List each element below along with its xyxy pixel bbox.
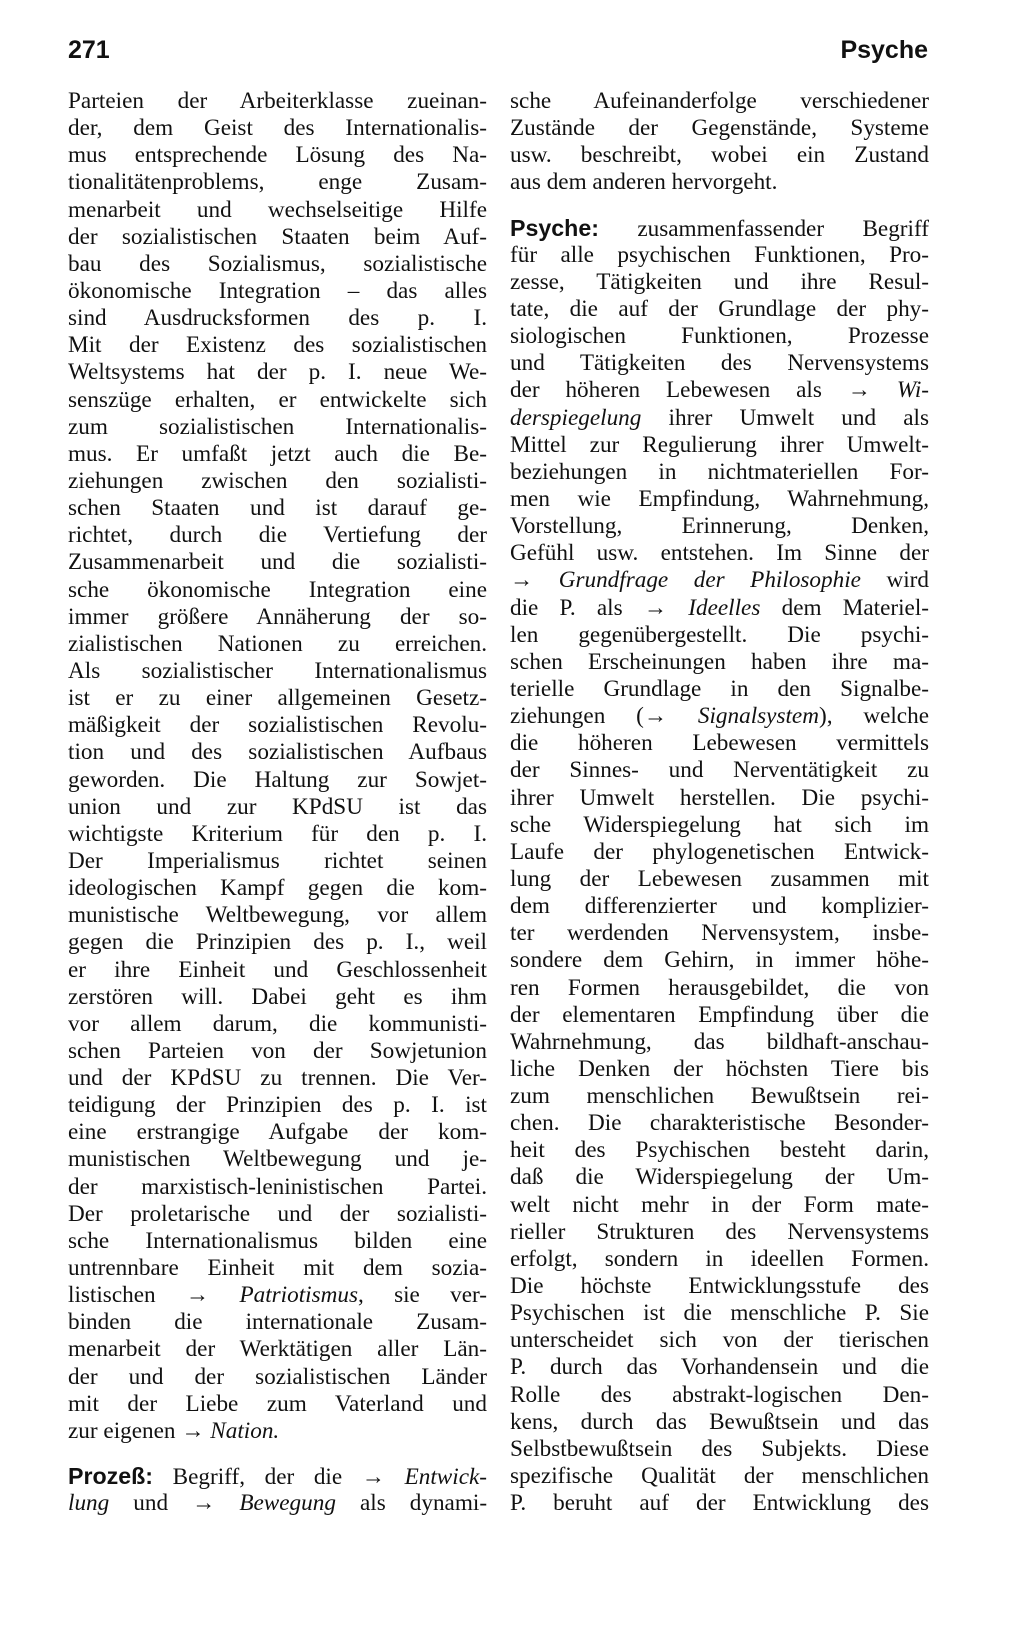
text-line: zum sozialistischen Internationalis- bbox=[68, 413, 487, 440]
text-line: union und zur KPdSU ist das bbox=[68, 793, 487, 820]
text-line: mus. Er umfaßt jetzt auch die Be- bbox=[68, 440, 487, 467]
page-number: 271 bbox=[68, 36, 110, 64]
text-line: zur eigenen → Nation. bbox=[68, 1417, 280, 1444]
right-column bbox=[510, 88, 929, 1517]
text-line: Mittel zur Regulierung ihrer Umwelt- bbox=[510, 431, 929, 458]
text-line: der und der sozialistischen Länder bbox=[68, 1363, 487, 1390]
cross-reference-arrow-icon: → bbox=[181, 1417, 205, 1444]
text-line: terielle Grundlage in den Signalbe- bbox=[510, 675, 929, 702]
text-line: untrennbare Einheit mit dem sozia- bbox=[68, 1255, 487, 1282]
text-line: die P. als → Ideelles dem Materiel- bbox=[510, 594, 929, 621]
entry-psyche bbox=[510, 215, 929, 1518]
cross-reference-arrow-icon: → bbox=[847, 377, 871, 404]
text-line: unterscheidet sich von der tierischen bbox=[510, 1327, 929, 1354]
text-line: sche ökonomische Integration eine bbox=[68, 576, 487, 603]
text-line: wichtigste Kriterium für den p. I. bbox=[68, 820, 487, 847]
text-line: munistischen Weltbewegung und je- bbox=[68, 1146, 487, 1173]
text-line: welt nicht mehr in der Form mate- bbox=[510, 1191, 929, 1218]
text-line: tionalitätenproblems, enge Zusam- bbox=[68, 169, 487, 196]
text-line: Psyche: zusammenfassender Begriff bbox=[510, 214, 929, 242]
text-line: Der Imperialismus richtet seinen bbox=[68, 847, 487, 874]
text-line: siologischen Funktionen, Prozesse bbox=[510, 323, 929, 350]
text-line: dem differenzierter und komplizier- bbox=[510, 893, 929, 920]
text-line: menarbeit der Werktätigen aller Län- bbox=[68, 1336, 487, 1363]
text-line: richtet, durch die Vertiefung der bbox=[68, 522, 487, 549]
cross-reference-link[interactable]: Bewegung bbox=[239, 1490, 336, 1517]
text-line: bau des Sozialismus, sozialistische bbox=[68, 250, 487, 277]
cross-reference-link[interactable]: Signalsystem bbox=[697, 703, 819, 730]
entry-prozess bbox=[68, 1463, 487, 1517]
text-line: liche Denken der höchsten Tiere bis bbox=[510, 1055, 929, 1082]
text-line: Wahrnehmung, das bildhaft-anschau- bbox=[510, 1028, 929, 1055]
text-line: kens, durch das Bewußtsein und das bbox=[510, 1408, 929, 1435]
text-line: ihrer Umwelt herstellen. Die psychi- bbox=[510, 784, 929, 811]
text-line: len gegenübergestellt. Die psychi- bbox=[510, 621, 929, 648]
text-line: der Sinnes- und Nerventätigkeit zu bbox=[510, 757, 929, 784]
text-line: daß die Widerspiegelung der Um- bbox=[510, 1164, 929, 1191]
text-line: Zusammenarbeit und die sozialisti- bbox=[68, 549, 487, 576]
text-line: binden die internationale Zusam- bbox=[68, 1309, 487, 1336]
text-line: schen Erscheinungen haben ihre ma- bbox=[510, 648, 929, 675]
text-line: sche Internationalismus bilden eine bbox=[68, 1227, 487, 1254]
text-line: mit der Liebe zum Vaterland und bbox=[68, 1390, 487, 1417]
text-line: sche Aufeinanderfolge verschiedener bbox=[510, 88, 929, 114]
text-line: schen Parteien von der Sowjetunion bbox=[68, 1037, 487, 1064]
text-line: sche Widerspiegelung hat sich im bbox=[510, 811, 929, 838]
text-line: der, dem Geist des Internationalis- bbox=[68, 115, 487, 142]
entry-term: Prozeß: bbox=[68, 1463, 154, 1490]
text-line: listischen → Patriotismus, sie ver- bbox=[68, 1282, 488, 1309]
text-line: und der KPdSU zu trennen. Die Ver- bbox=[68, 1065, 487, 1092]
cross-reference-link[interactable]: Nation. bbox=[210, 1417, 280, 1444]
text-line: Mit der Existenz des sozialistischen bbox=[68, 332, 487, 359]
text-line: Parteien der Arbeiterklasse zueinan- bbox=[68, 88, 487, 114]
text-line: mäßigkeit der sozialistischen Revolu- bbox=[68, 712, 487, 739]
text-line: gegen die Prinzipien des p. I., weil bbox=[68, 929, 487, 956]
text-line: P. beruht auf der Entwicklung des bbox=[510, 1490, 929, 1517]
text-line: Weltsystems hat der p. I. neue We- bbox=[68, 359, 487, 386]
running-head: Psyche bbox=[840, 36, 928, 64]
text-line: zum menschlichen Bewußtsein rei- bbox=[510, 1083, 929, 1110]
text-line: ter werdenden Nervensystem, insbe- bbox=[510, 920, 929, 947]
text-line: Zustände der Gegenstände, Systeme bbox=[510, 115, 929, 142]
cross-reference-arrow-icon: → bbox=[643, 703, 668, 730]
text-line: teidigung der Prinzipien des p. I. ist bbox=[68, 1092, 487, 1119]
text-line: sondere dem Gehirn, in immer höhe- bbox=[510, 947, 929, 974]
text-line: schen Staaten und ist darauf ge- bbox=[68, 495, 487, 522]
text-line: Prozeß: Begriff, der die → Entwick- bbox=[68, 1463, 488, 1491]
text-line: zialistischen Nationen zu erreichen. bbox=[68, 630, 487, 657]
text-line: Der proletarische und der sozialisti- bbox=[68, 1200, 487, 1227]
text-line: ökonomische Integration – das alles bbox=[68, 277, 487, 304]
text-line: Rolle des abstrakt-logischen Den- bbox=[510, 1381, 929, 1408]
cross-reference-arrow-icon: → bbox=[643, 594, 668, 621]
text-line: Laufe der phylogenetischen Entwick- bbox=[510, 838, 929, 865]
cross-reference-link[interactable]: lung bbox=[68, 1490, 110, 1517]
text-line: und Tätigkeiten des Nervensystems bbox=[510, 350, 929, 377]
left-text-block-continued bbox=[68, 1309, 487, 1418]
text-line: tate, die auf der Grundlage der phy- bbox=[510, 295, 929, 322]
text-line: der marxistisch-leninistischen Partei. bbox=[68, 1173, 487, 1200]
cross-reference-arrow-icon: → bbox=[192, 1490, 216, 1517]
text-line: zesse, Tätigkeiten und ihre Resul- bbox=[510, 268, 929, 295]
text-line: die höheren Lebewesen vermittels bbox=[510, 730, 929, 757]
left-text-block bbox=[68, 88, 487, 1282]
entry-body bbox=[510, 242, 929, 378]
text-line: Psychischen ist die menschliche P. Sie bbox=[510, 1300, 929, 1327]
text-line: senszüge erhalten, er entwickelte sich bbox=[68, 386, 487, 413]
text-line: → Grundfrage der Philosophie wird bbox=[510, 567, 929, 594]
entry-body bbox=[510, 730, 929, 1517]
text-line: ziehungen (→ Signalsystem), welche bbox=[510, 703, 929, 730]
cross-reference-link[interactable]: Ideelles bbox=[688, 594, 761, 621]
text-line: lung der Lebewesen zusammen mit bbox=[510, 865, 929, 892]
text-line: zerstören will. Dabei geht es ihm bbox=[68, 983, 487, 1010]
text-line: usw. beschreibt, wobei ein Zustand bbox=[510, 142, 929, 169]
cross-reference-link[interactable]: Patriotismus bbox=[239, 1282, 358, 1309]
text-line: tion und des sozialistischen Aufbaus bbox=[68, 739, 487, 766]
cross-reference-arrow-icon: → bbox=[510, 567, 534, 594]
text-line: ren Formen herausgebildet, die von bbox=[510, 974, 929, 1001]
text-line: rieller Strukturen des Nervensystems bbox=[510, 1218, 929, 1245]
left-column bbox=[68, 88, 487, 1517]
text-line: beziehungen in nichtmateriellen For- bbox=[510, 458, 929, 485]
cross-reference-link[interactable]: Wi- bbox=[896, 377, 930, 404]
text-line: Selbstbewußtsein des Subjekts. Diese bbox=[510, 1435, 929, 1462]
text-line: der elementaren Empfindung über die bbox=[510, 1001, 929, 1028]
text-line: ideologischen Kampf gegen die kom- bbox=[68, 875, 487, 902]
text-line: aus dem anderen hervorgeht. bbox=[510, 169, 778, 196]
text-line: der höheren Lebewesen als → Wi- bbox=[510, 377, 930, 404]
text-line: der sozialistischen Staaten beim Auf- bbox=[68, 223, 487, 250]
text-line: ist er zu einer allgemeinen Gesetz- bbox=[68, 685, 487, 712]
cross-reference-link[interactable]: Entwick- bbox=[404, 1464, 488, 1491]
entry-body bbox=[510, 432, 929, 568]
text-line: derspiegelung ihrer Umwelt und als bbox=[510, 404, 930, 431]
text-line: chen. Die charakteristische Besonder- bbox=[510, 1110, 929, 1137]
text-line: vor allem darum, die kommunisti- bbox=[68, 1010, 487, 1037]
text-line: mus entsprechende Lösung des Na- bbox=[68, 142, 487, 169]
text-line: Vorstellung, Erinnerung, Denken, bbox=[510, 513, 929, 540]
text-line: Die höchste Entwicklungsstufe des bbox=[510, 1273, 929, 1300]
text-line: men wie Empfindung, Wahrnehmung, bbox=[510, 485, 929, 512]
text-line: für alle psychischen Funktionen, Pro- bbox=[510, 241, 929, 268]
text-line: munistische Weltbewegung, vor allem bbox=[68, 902, 487, 929]
cross-reference-link[interactable]: derspiegelung bbox=[510, 404, 642, 431]
continuation-text-block bbox=[510, 88, 929, 197]
text-line: spezifische Qualität der menschlichen bbox=[510, 1463, 929, 1490]
text-line: menarbeit und wechselseitige Hilfe bbox=[68, 196, 487, 223]
text-line: P. durch das Vorhandensein und die bbox=[510, 1354, 929, 1381]
text-line: immer größere Annäherung der so- bbox=[68, 603, 487, 630]
entry-body bbox=[510, 622, 929, 703]
entry-term: Psyche: bbox=[510, 214, 599, 241]
cross-reference-arrow-icon: → bbox=[361, 1464, 385, 1491]
text-line: er ihre Einheit und Geschlossenheit bbox=[68, 956, 487, 983]
text-line: Gefühl usw. entstehen. Im Sinne der bbox=[510, 540, 929, 567]
text-line: eine erstrangige Aufgabe der kom- bbox=[68, 1119, 487, 1146]
text-line: geworden. Die Haltung zur Sowjet- bbox=[68, 766, 487, 793]
text-line: Als sozialistischer Internationalismus bbox=[68, 657, 487, 684]
text-line: heit des Psychischen besteht darin, bbox=[510, 1137, 929, 1164]
text-line: ziehungen zwischen den sozialisti- bbox=[68, 467, 487, 494]
cross-reference-link[interactable]: Grundfrage der Philosophie bbox=[558, 567, 861, 594]
text-line: lung und → Bewegung als dynami- bbox=[68, 1490, 488, 1517]
text-line: erfolgt, sondern in ideellen Formen. bbox=[510, 1245, 929, 1272]
cross-reference-arrow-icon: → bbox=[185, 1282, 210, 1309]
text-line: sind Ausdrucksformen des p. I. bbox=[68, 305, 487, 332]
